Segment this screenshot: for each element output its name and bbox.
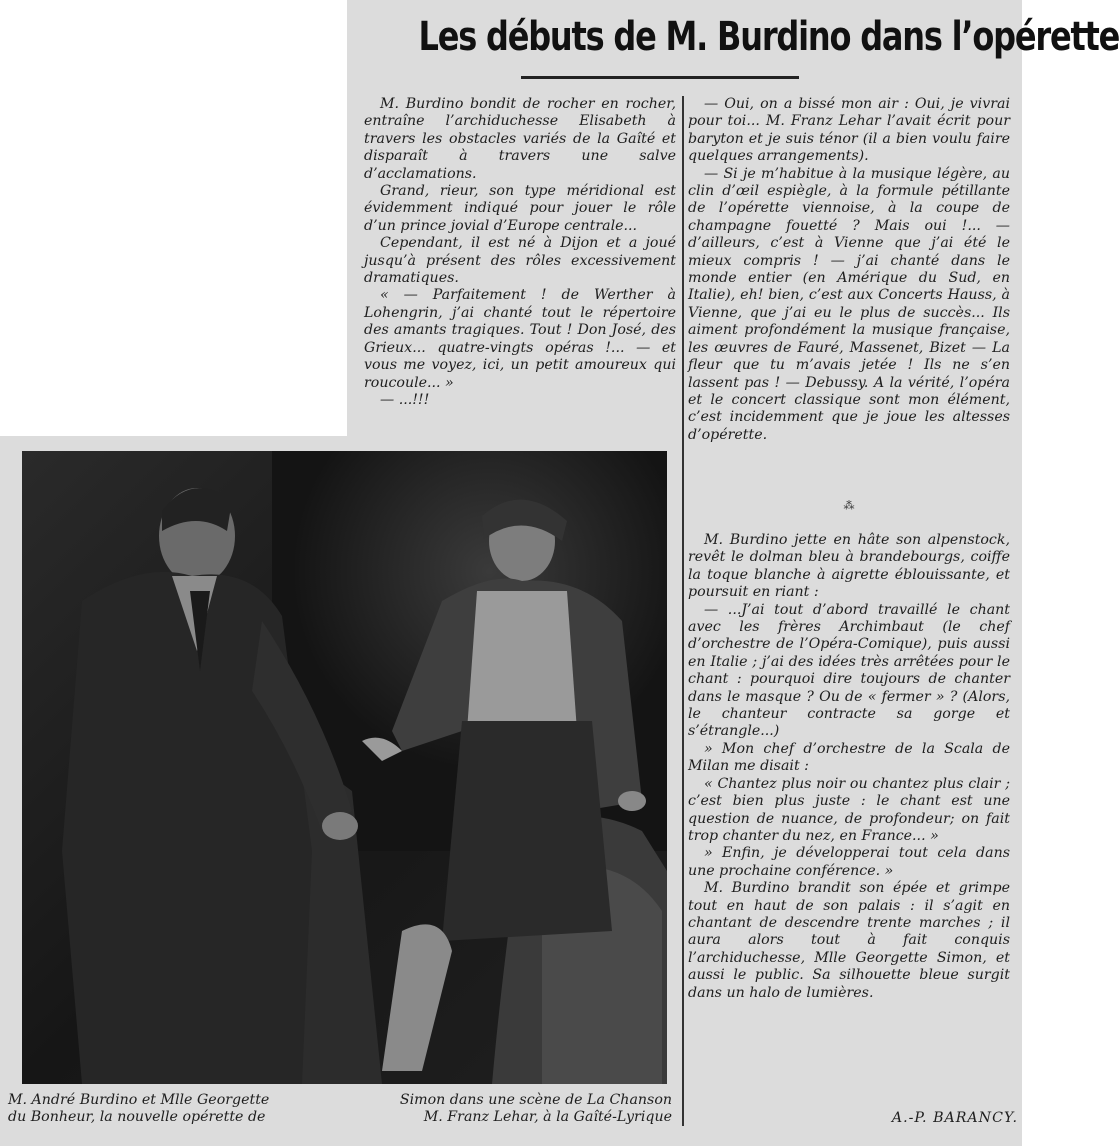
paragraph: Cependant, il est né à Dijon et a joué jusqu’à présent des rôles excessivement dramatiques. bbox=[364, 235, 676, 287]
article-column-left bbox=[364, 96, 676, 409]
caption-text: Simon dans une scène de La Chanson bbox=[399, 1092, 672, 1108]
caption-text: M. André Burdino et Mlle Georgette bbox=[8, 1092, 270, 1108]
paragraph: — Oui, on a bissé mon air : Oui, je vivrai pour toi... M. Franz Lehar l’avait écrit pour baryton et je suis ténor (il a bien voulu faire quelques arrangements). bbox=[688, 96, 1010, 165]
paragraph: — Si je m’habitue à la musique légère, au clin d’œil espiègle, à la formule pétillante de l’opérette viennoise, à la coupe de champagne fouetté ? Mais oui !... — d’ailleurs, c’est à Vienne que j’ai été le mieux compris ! — j’ai chanté dans le monde entier (en Amérique du Sud, en Italie), eh! bien, c’est aux Concerts Hauss, à Vienne, que j’ai eu le plus de succès... Ils aiment profondément la musique française, les œuvres de Fauré, Massenet, Bizet — La fleur que tu m’avais jetée ! Ils ne s’en lassent pas ! — Debussy. A la vérité, l’opéra et le concert classique sont mon élément, c’est incidemment que je joue les altesses d’opérette. bbox=[688, 165, 1010, 443]
paragraph: M. Burdino brandit son épée et grimpe tout en haut de son palais : il s’agit en chantant de descendre trente marches ; il aura alors tout à fait conquis l’archiduchesse, Mlle Georgette Simon, et aussi le public. Sa silhouette bleue surgit dans un halo de lumières. bbox=[688, 880, 1010, 1001]
paragraph: » Mon chef d’orchestre de la Scala de Milan me disait : bbox=[688, 740, 1010, 775]
author-signature: A.-P. BARANCY. bbox=[891, 1110, 1018, 1126]
paragraph: « — Parfaitement ! de Werther à Lohengrin, j’ai chanté tout le répertoire des amants tragiques. Tout ! Don José, des Grieux... quatre-vingts opéras !... — et vous me voyez, ici, un petit amoureux qui roucoule... » bbox=[364, 287, 676, 391]
article-column-right-top bbox=[688, 96, 1010, 444]
caption-line bbox=[8, 1092, 672, 1109]
headline-rule bbox=[521, 76, 799, 79]
section-separator: ⁂ bbox=[843, 499, 855, 512]
column-divider bbox=[682, 96, 684, 1126]
caption-line bbox=[8, 1109, 672, 1126]
photo-illustration bbox=[22, 451, 667, 1084]
paragraph: Grand, rieur, son type méridional est évidemment indiqué pour jouer le rôle d’un prince jovial d’Europe centrale... bbox=[364, 183, 676, 234]
paragraph: — ...J’ai tout d’abord travaillé le chant avec les frères Archimbaut (le chef d’orchestre de l’Opéra-Comique), puis aussi en Italie ; j’ai des idées très arrêtées pour le chant : pourquoi dire toujours de chanter dans le masque ? Ou de « fermer » ? (Alors, le chanteur contracte sa gorge et s’étrangle...) bbox=[688, 601, 1010, 740]
paragraph: — ...!!! bbox=[380, 391, 430, 408]
paragraph: M. Burdino bondit de rocher en rocher, entraîne l’archiduchesse Elisabeth à travers les obstacles variés de la Gaîté et disparaît à travers une salve d’acclamations. bbox=[364, 96, 676, 182]
caption-text: du Bonheur, la nouvelle opérette de bbox=[8, 1109, 266, 1126]
paragraph: « Chantez plus noir ou chantez plus clair ; c’est bien plus juste : le chant est une question de nuance, de profondeur; on fait trop chanter du nez, en France... » bbox=[688, 775, 1010, 844]
article-headline: Les débuts de M. Burdino dans l’opérette bbox=[418, 14, 1119, 60]
article-photo bbox=[22, 451, 667, 1084]
article-column-right-bottom bbox=[688, 532, 1010, 1002]
paragraph: » Enfin, je développerai tout cela dans une prochaine conférence. » bbox=[688, 845, 1010, 879]
caption-text: M. Franz Lehar, à la Gaîté-Lyrique bbox=[423, 1109, 672, 1126]
photo-caption bbox=[8, 1092, 672, 1127]
paragraph: M. Burdino jette en hâte son alpenstock, revêt le dolman bleu à brandebourgs, coiffe la toque blanche à aigrette éblouissante, et poursuit en riant : bbox=[688, 532, 1010, 601]
